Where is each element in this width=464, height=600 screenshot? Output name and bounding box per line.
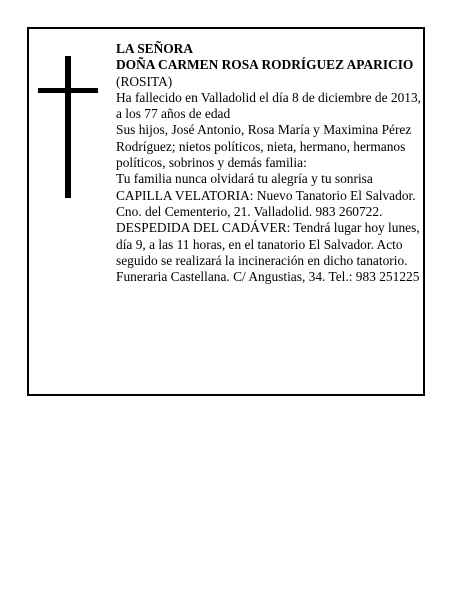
funeral-info: DESPEDIDA DEL CADÁVER: Tendrá lugar hoy lunes, día 9, a las 11 horas, en el tanatorio El Salvador. Acto seguido se realizará la incineración en dicho tanatorio.	[116, 220, 420, 268]
chapel-info: CAPILLA VELATORIA: Nuevo Tanatorio El Salvador. Cno. del Cementerio, 21. Valladolid. 983 260722.	[116, 187, 416, 219]
farewell-message: Tu familia nunca olvidará tu alegría y tu sonrisa	[116, 171, 373, 187]
notice-text	[116, 41, 422, 285]
cross-vertical-bar	[65, 56, 71, 198]
notice-title: LA SEÑORA	[116, 41, 194, 56]
cross-horizontal-bar	[38, 88, 98, 93]
latin-cross-icon	[38, 56, 98, 198]
family-list: Sus hijos, José Antonio, Rosa María y Maximina Pérez Rodríguez; nietos políticos, nieta, hermano, hermanos políticos, sobrinos y demás familia:	[116, 122, 412, 171]
deceased-name: DOÑA CARMEN ROSA RODRÍGUEZ APARICIO	[116, 57, 414, 73]
death-announcement: Ha fallecido en Valladolid el día 8 de diciembre de 2013, a los 77 años de edad	[116, 89, 422, 122]
obituary-notice	[27, 27, 425, 396]
funeral-home-info: Funeraria Castellana. C/ Angustias, 34. Tel.: 983 251225	[116, 269, 420, 285]
deceased-nickname: (ROSITA)	[116, 73, 173, 89]
